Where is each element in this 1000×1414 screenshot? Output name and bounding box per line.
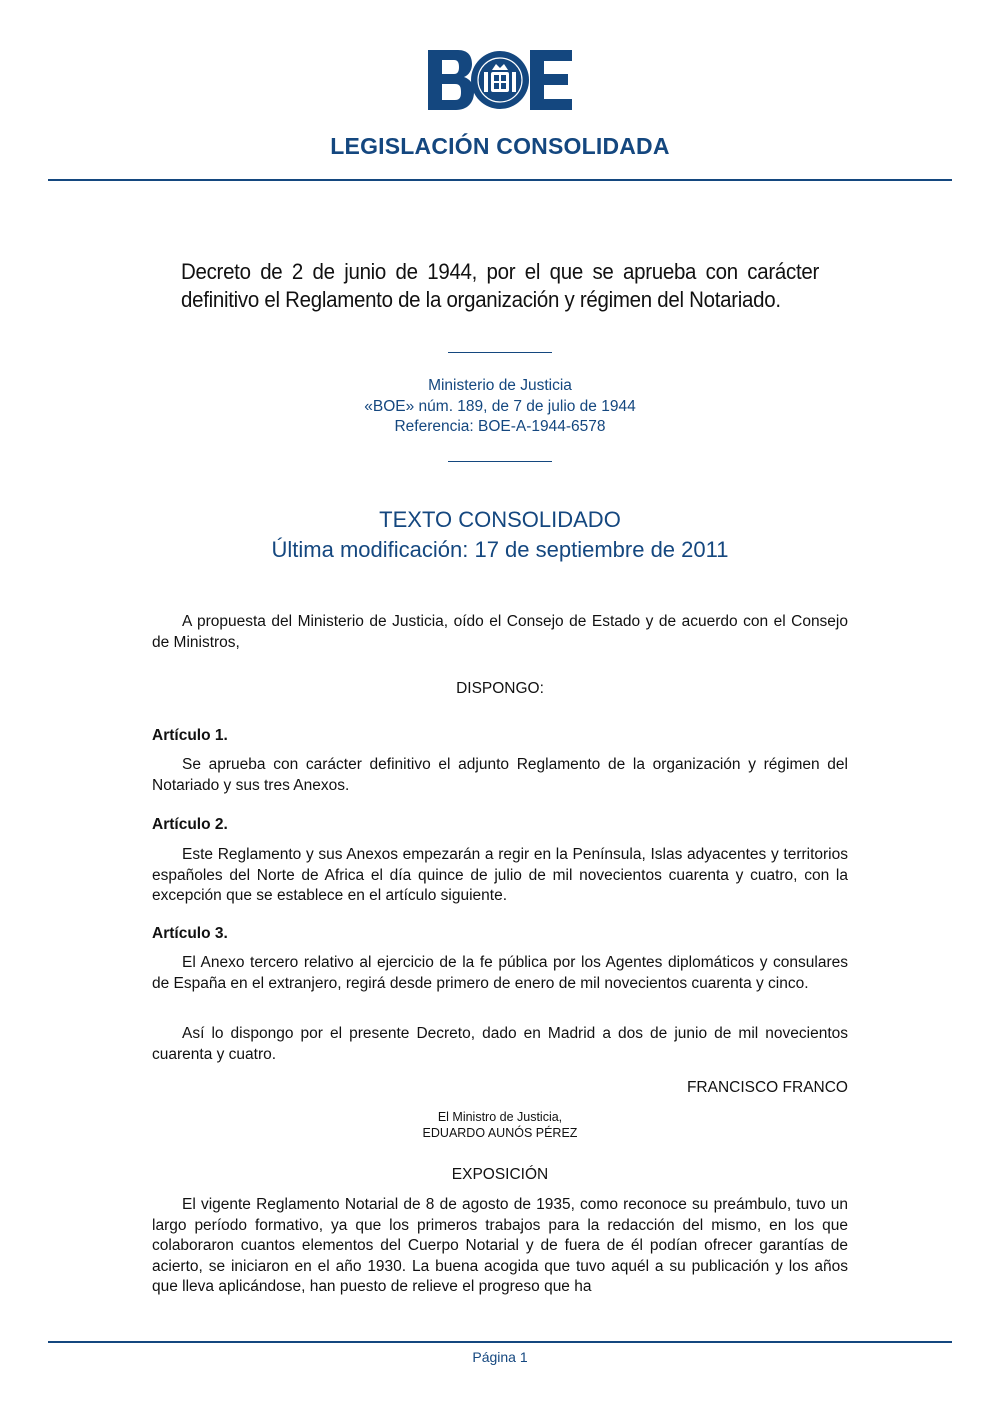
boe-reference: «BOE» núm. 189, de 7 de julio de 1944 — [364, 397, 636, 415]
boe-logo — [428, 50, 572, 110]
meta-divider-bottom — [448, 461, 552, 462]
article-1-heading: Artículo 1. — [152, 727, 228, 744]
page-number: Página 1 — [472, 1349, 528, 1365]
dispongo-heading: DISPONGO: — [456, 680, 544, 697]
intro-text: A propuesta del Ministerio de Justicia, oído el Consejo de Estado y de acuerdo con el Consejo de Ministros, — [152, 613, 848, 651]
ministry: Ministerio de Justicia — [428, 377, 572, 394]
header-divider — [48, 179, 952, 181]
article-1-body — [152, 755, 848, 796]
section-title: LEGISLACIÓN CONSOLIDADA — [330, 133, 670, 159]
article-3-text: El Anexo tercero relativo al ejercicio de la fe pública por los Agentes diplomáticos y consulares de España en el extranjero, regirá desde primero de enero de mil novecientos cuarenta y cinco. — [152, 954, 848, 992]
consolidated-block — [0, 505, 1000, 565]
exposicion-body — [152, 1195, 848, 1298]
exposicion-heading: EXPOSICIÓN — [451, 1166, 549, 1183]
signer-name: FRANCISCO FRANCO — [686, 1079, 848, 1096]
reference-id: Referencia: BOE-A-1944-6578 — [394, 418, 606, 435]
document-title: Decreto de 2 de junio de 1944, por el que se aprueba con carácter definitivo el Reglamento de la organización y régimen del Notariado. — [181, 259, 819, 312]
meta-divider-top — [448, 352, 552, 353]
exposicion-text: El vigente Reglamento Notarial de 8 de agosto de 1935, como reconoce su preámbulo, tuvo un largo período formativo, ya que los primeros trabajos para la redacción del mismo, en los que colaboraron cuantos elementos del Cuerpo Notarial y de fuera de él podían ofrecer garantías de acierto, se iniciaron en el año 1930. La buena acogida que tuvo aquél a su publicación y los años que lleva aplicándose, han puesto de relieve el progreso que ha — [152, 1196, 848, 1295]
article-3-heading: Artículo 3. — [152, 925, 228, 942]
closing-paragraph — [152, 1024, 848, 1065]
article-2-body — [152, 845, 848, 907]
minister-signature — [0, 1109, 1000, 1141]
closing-text: Así lo dispongo por el presente Decreto, dado en Madrid a dos de junio de mil novecientos cuarenta y cuatro. — [152, 1025, 848, 1063]
consolidated-label: TEXTO CONSOLIDADO — [379, 507, 621, 532]
minister-name: EDUARDO AUNÓS PÉREZ — [422, 1126, 578, 1140]
article-2-text: Este Reglamento y sus Anexos empezarán a regir en la Península, Islas adyacentes y territorios españoles del Norte de Africa el día quince de julio de mil novecientos cuarenta y cuatro, con la excepción que se establece en el artículo siguiente. — [152, 846, 848, 904]
intro-paragraph — [152, 612, 848, 653]
document-metadata — [0, 376, 1000, 438]
footer-divider — [48, 1341, 952, 1343]
article-1-text: Se aprueba con carácter definitivo el adjunto Reglamento de la organización y régimen del Notariado y sus tres Anexos. — [152, 756, 848, 794]
article-2-heading: Artículo 2. — [152, 816, 228, 833]
minister-title: El Ministro de Justicia, — [437, 1110, 563, 1124]
last-modification: Última modificación: 17 de septiembre de 2011 — [271, 537, 729, 562]
article-3-body — [152, 953, 848, 994]
